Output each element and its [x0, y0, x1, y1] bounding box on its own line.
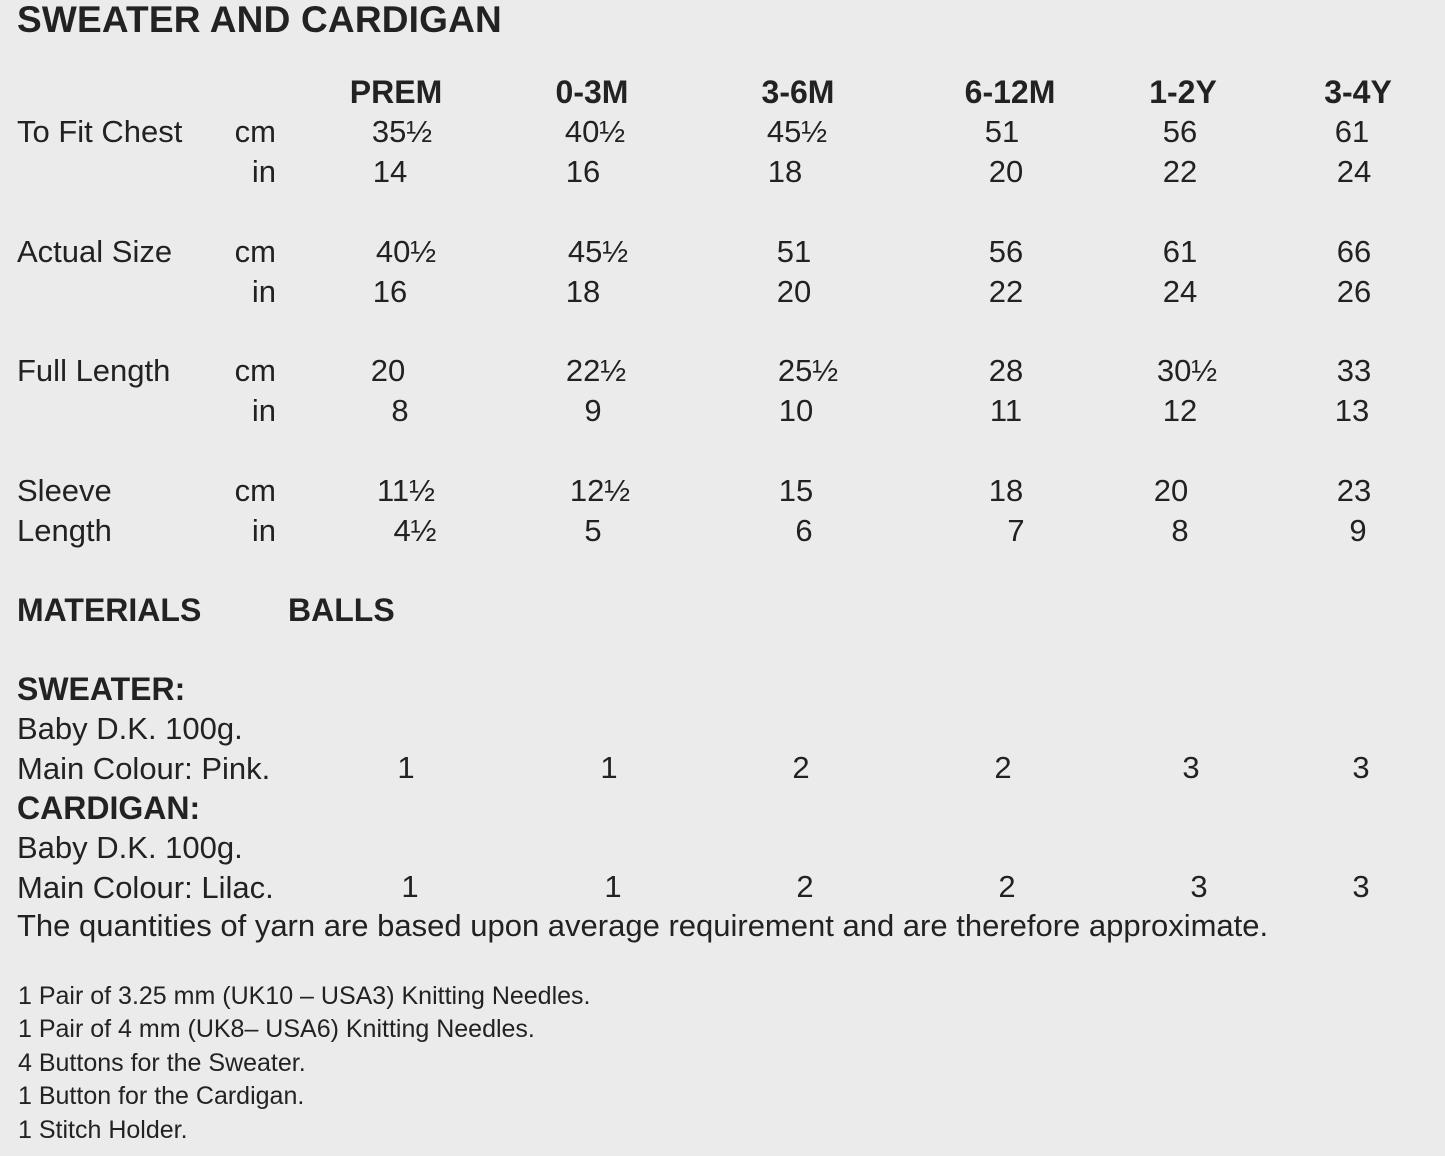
table-cell: 8: [1171, 513, 1189, 548]
table-cell: 20: [988, 154, 1024, 189]
table-cell: 40½: [375, 234, 437, 269]
table-cell: 6: [795, 513, 813, 548]
table-cell: 18: [988, 473, 1024, 508]
table-cell: 12½: [569, 473, 631, 508]
cardigan-balls: 3: [1352, 869, 1370, 904]
unit-in: in: [251, 154, 276, 189]
measurement-label: Sleeve: [17, 473, 112, 508]
table-cell: 25½: [777, 353, 839, 388]
table-cell: 18: [565, 274, 601, 309]
size-header-3-4y: 3-4Y: [1324, 74, 1392, 110]
unit-in: in: [251, 393, 276, 428]
unit-cm: cm: [234, 234, 276, 269]
sweater-balls: 3: [1352, 750, 1370, 785]
table-cell: 28: [988, 353, 1024, 388]
table-cell: 16: [565, 154, 601, 189]
table-cell: 22: [988, 274, 1024, 309]
table-cell: 16: [372, 274, 408, 309]
table-cell: 18: [767, 154, 803, 189]
sweater-colour: Main Colour: Pink.: [17, 751, 271, 786]
table-cell: 33: [1336, 353, 1372, 388]
table-cell: 11½: [376, 473, 436, 508]
table-cell: 4½: [393, 513, 437, 548]
cardigan-balls: 3: [1190, 869, 1208, 904]
sweater-yarn: Baby D.K. 100g.: [17, 711, 243, 746]
table-cell: 61: [1334, 114, 1370, 149]
unit-cm: cm: [234, 114, 276, 149]
table-cell: 56: [988, 234, 1024, 269]
list-item: 4 Buttons for the Sweater.: [18, 1048, 306, 1077]
table-cell: 24: [1162, 274, 1198, 309]
sweater-balls: 2: [994, 750, 1012, 785]
page-title: SWEATER AND CARDIGAN: [17, 0, 502, 40]
table-cell: 56: [1162, 114, 1198, 149]
table-cell: 14: [372, 154, 408, 189]
table-cell: 20: [1153, 473, 1189, 508]
size-header-prem: PREM: [349, 74, 443, 110]
cardigan-colour: Main Colour: Lilac.: [17, 870, 274, 905]
table-cell: 61: [1162, 234, 1198, 269]
unit-in: in: [251, 513, 276, 548]
list-item: 1 Pair of 4 mm (UK8– USA6) Knitting Needles.: [18, 1015, 535, 1044]
table-cell: 10: [778, 393, 814, 428]
unit-in: in: [251, 274, 276, 309]
table-cell: 45½: [766, 114, 828, 149]
table-cell: 7: [1007, 513, 1025, 548]
unit-cm: cm: [234, 473, 276, 508]
unit-cm: cm: [234, 353, 276, 388]
sweater-balls: 1: [600, 750, 618, 785]
sweater-balls: 1: [397, 750, 415, 785]
measurement-label: Actual Size: [17, 234, 173, 269]
cardigan-balls: 2: [796, 869, 814, 904]
cardigan-heading: CARDIGAN:: [17, 790, 201, 826]
sweater-balls: 2: [792, 750, 810, 785]
table-cell: 9: [1349, 513, 1367, 548]
table-cell: 12: [1162, 393, 1198, 428]
table-cell: 15: [778, 473, 814, 508]
size-header-3-6m: 3-6M: [761, 74, 835, 110]
list-item: 1 Pair of 3.25 mm (UK10 – USA3) Knitting Needles.: [18, 982, 591, 1010]
table-cell: 66: [1336, 234, 1372, 269]
table-cell: 45½: [567, 234, 629, 269]
table-cell: 24: [1336, 154, 1372, 189]
table-cell: 26: [1336, 274, 1372, 309]
size-header-1-2y: 1-2Y: [1149, 74, 1217, 110]
yarn-quantity-note: The quantities of yarn are based upon average requirement and are therefore approximate.: [17, 908, 1269, 943]
measurement-label: Length: [17, 513, 112, 548]
list-item: 1 Stitch Holder.: [18, 1115, 188, 1144]
sweater-balls: 3: [1182, 750, 1200, 785]
size-header-0-3m: 0-3M: [555, 74, 629, 110]
materials-heading: MATERIALS: [17, 592, 202, 628]
table-cell: 22: [1162, 154, 1198, 189]
cardigan-yarn: Baby D.K. 100g.: [17, 830, 243, 865]
table-cell: 8: [391, 393, 409, 428]
table-cell: 35½: [371, 114, 433, 149]
table-cell: 23: [1336, 473, 1372, 508]
table-cell: 40½: [564, 114, 626, 149]
table-cell: 11: [989, 393, 1023, 428]
table-cell: 51: [776, 234, 812, 269]
table-cell: 5: [584, 513, 602, 548]
table-cell: 13: [1334, 393, 1370, 428]
cardigan-balls: 1: [604, 869, 622, 904]
cardigan-balls: 1: [401, 869, 419, 904]
sweater-heading: SWEATER:: [17, 671, 186, 707]
table-cell: 20: [370, 353, 406, 388]
table-cell: 30½: [1156, 353, 1218, 388]
cardigan-balls: 2: [998, 869, 1016, 904]
table-cell: 20: [776, 274, 812, 309]
size-header-6-12m: 6-12M: [964, 74, 1056, 110]
list-item: 1 Button for the Cardigan.: [18, 1082, 305, 1111]
measurement-label: Full Length: [17, 353, 171, 388]
table-cell: 22½: [565, 353, 627, 388]
balls-heading: BALLS: [288, 592, 395, 628]
table-cell: 51: [984, 114, 1020, 149]
requirements-list: [18, 980, 591, 1147]
table-cell: 9: [584, 393, 602, 428]
measurement-label: To Fit Chest: [17, 114, 183, 149]
